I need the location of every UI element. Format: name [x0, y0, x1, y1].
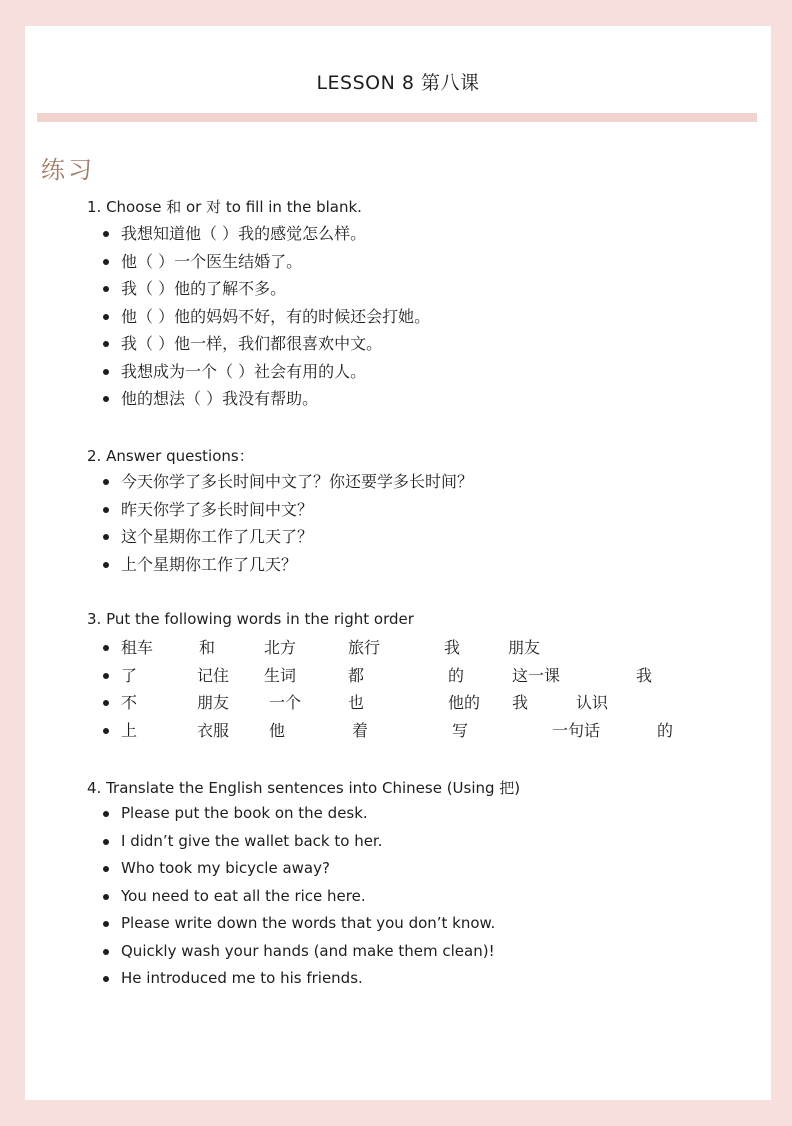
question-2-prompt: 2. Answer questions：: [87, 447, 254, 465]
question-4-list: [103, 800, 495, 993]
page-title: LESSON 8 第八课: [316, 72, 480, 94]
question-2-list: [103, 468, 473, 578]
word-row: [103, 634, 721, 662]
header-divider: [37, 113, 757, 122]
word: 的: [448, 665, 465, 685]
word-row: [103, 689, 721, 717]
list-item: I didn’t give the wallet back to her.: [103, 828, 495, 856]
word: 都: [348, 665, 365, 685]
list-item: Who took my bicycle away?: [103, 855, 495, 883]
word: 我: [512, 693, 529, 712]
word: 租车: [121, 638, 154, 657]
word: 认识: [576, 693, 609, 712]
list-item: 我（ ）他的了解不多。: [103, 275, 430, 303]
word-row: [103, 662, 721, 690]
question-1-prompt: 1. Choose 和 or 对 to fill in the blank.: [87, 198, 362, 216]
word: 上: [121, 720, 138, 740]
word: 也: [348, 693, 365, 712]
list-item: 我想知道他（ ）我的感觉怎么样。: [103, 220, 430, 248]
word: 着: [352, 720, 369, 740]
list-item: Please put the book on the desk.: [103, 800, 495, 828]
question-4-prompt: 4. Translate the English sentences into Chinese (Using 把): [87, 779, 521, 797]
word: 旅行: [348, 638, 381, 657]
list-item: 他（ ）他的妈妈不好，有的时候还会打她。: [103, 303, 430, 331]
word: 北方: [264, 638, 297, 657]
section-title: 练习: [41, 156, 95, 184]
word: 生词: [264, 665, 297, 685]
word: 写: [452, 720, 469, 740]
list-item: 今天你学了多长时间中文了？你还要学多长时间？: [103, 468, 473, 496]
word: 他: [269, 720, 286, 740]
word: 我: [636, 665, 653, 685]
word: 了: [121, 665, 138, 685]
word: 记住: [197, 665, 230, 685]
worksheet-page: [25, 26, 771, 1100]
list-item: 昨天你学了多长时间中文？: [103, 496, 473, 524]
word: 我: [444, 638, 461, 657]
question-3-list: [103, 634, 721, 744]
list-item: 我想成为一个（ ）社会有用的人。: [103, 358, 430, 386]
list-item: 他（ ）一个医生结婚了。: [103, 248, 430, 276]
list-item: Please write down the words that you don’t know.: [103, 910, 495, 938]
list-item: 他的想法（ ）我没有帮助。: [103, 385, 430, 413]
list-item: 我（ ）他一样，我们都很喜欢中文。: [103, 330, 430, 358]
list-item: You need to eat all the rice here.: [103, 883, 495, 911]
word: 的: [657, 720, 674, 740]
question-1-list: [103, 220, 430, 413]
word-row: [103, 717, 721, 745]
word: 朋友: [197, 693, 230, 712]
question-3-prompt: 3. Put the following words in the right order: [87, 610, 414, 628]
word: 和: [199, 638, 216, 657]
list-item: 这个星期你工作了几天了？: [103, 523, 473, 551]
list-item: He introduced me to his friends.: [103, 965, 495, 993]
word: 他的: [448, 693, 481, 712]
word: 一句话: [552, 720, 601, 740]
word: 不: [121, 693, 138, 712]
word: 这一课: [512, 665, 561, 685]
word: 朋友: [508, 638, 541, 657]
word: 衣服: [197, 720, 230, 740]
list-item: 上个星期你工作了几天？: [103, 551, 473, 579]
list-item: Quickly wash your hands (and make them clean)!: [103, 938, 495, 966]
word: 一个: [269, 693, 302, 712]
